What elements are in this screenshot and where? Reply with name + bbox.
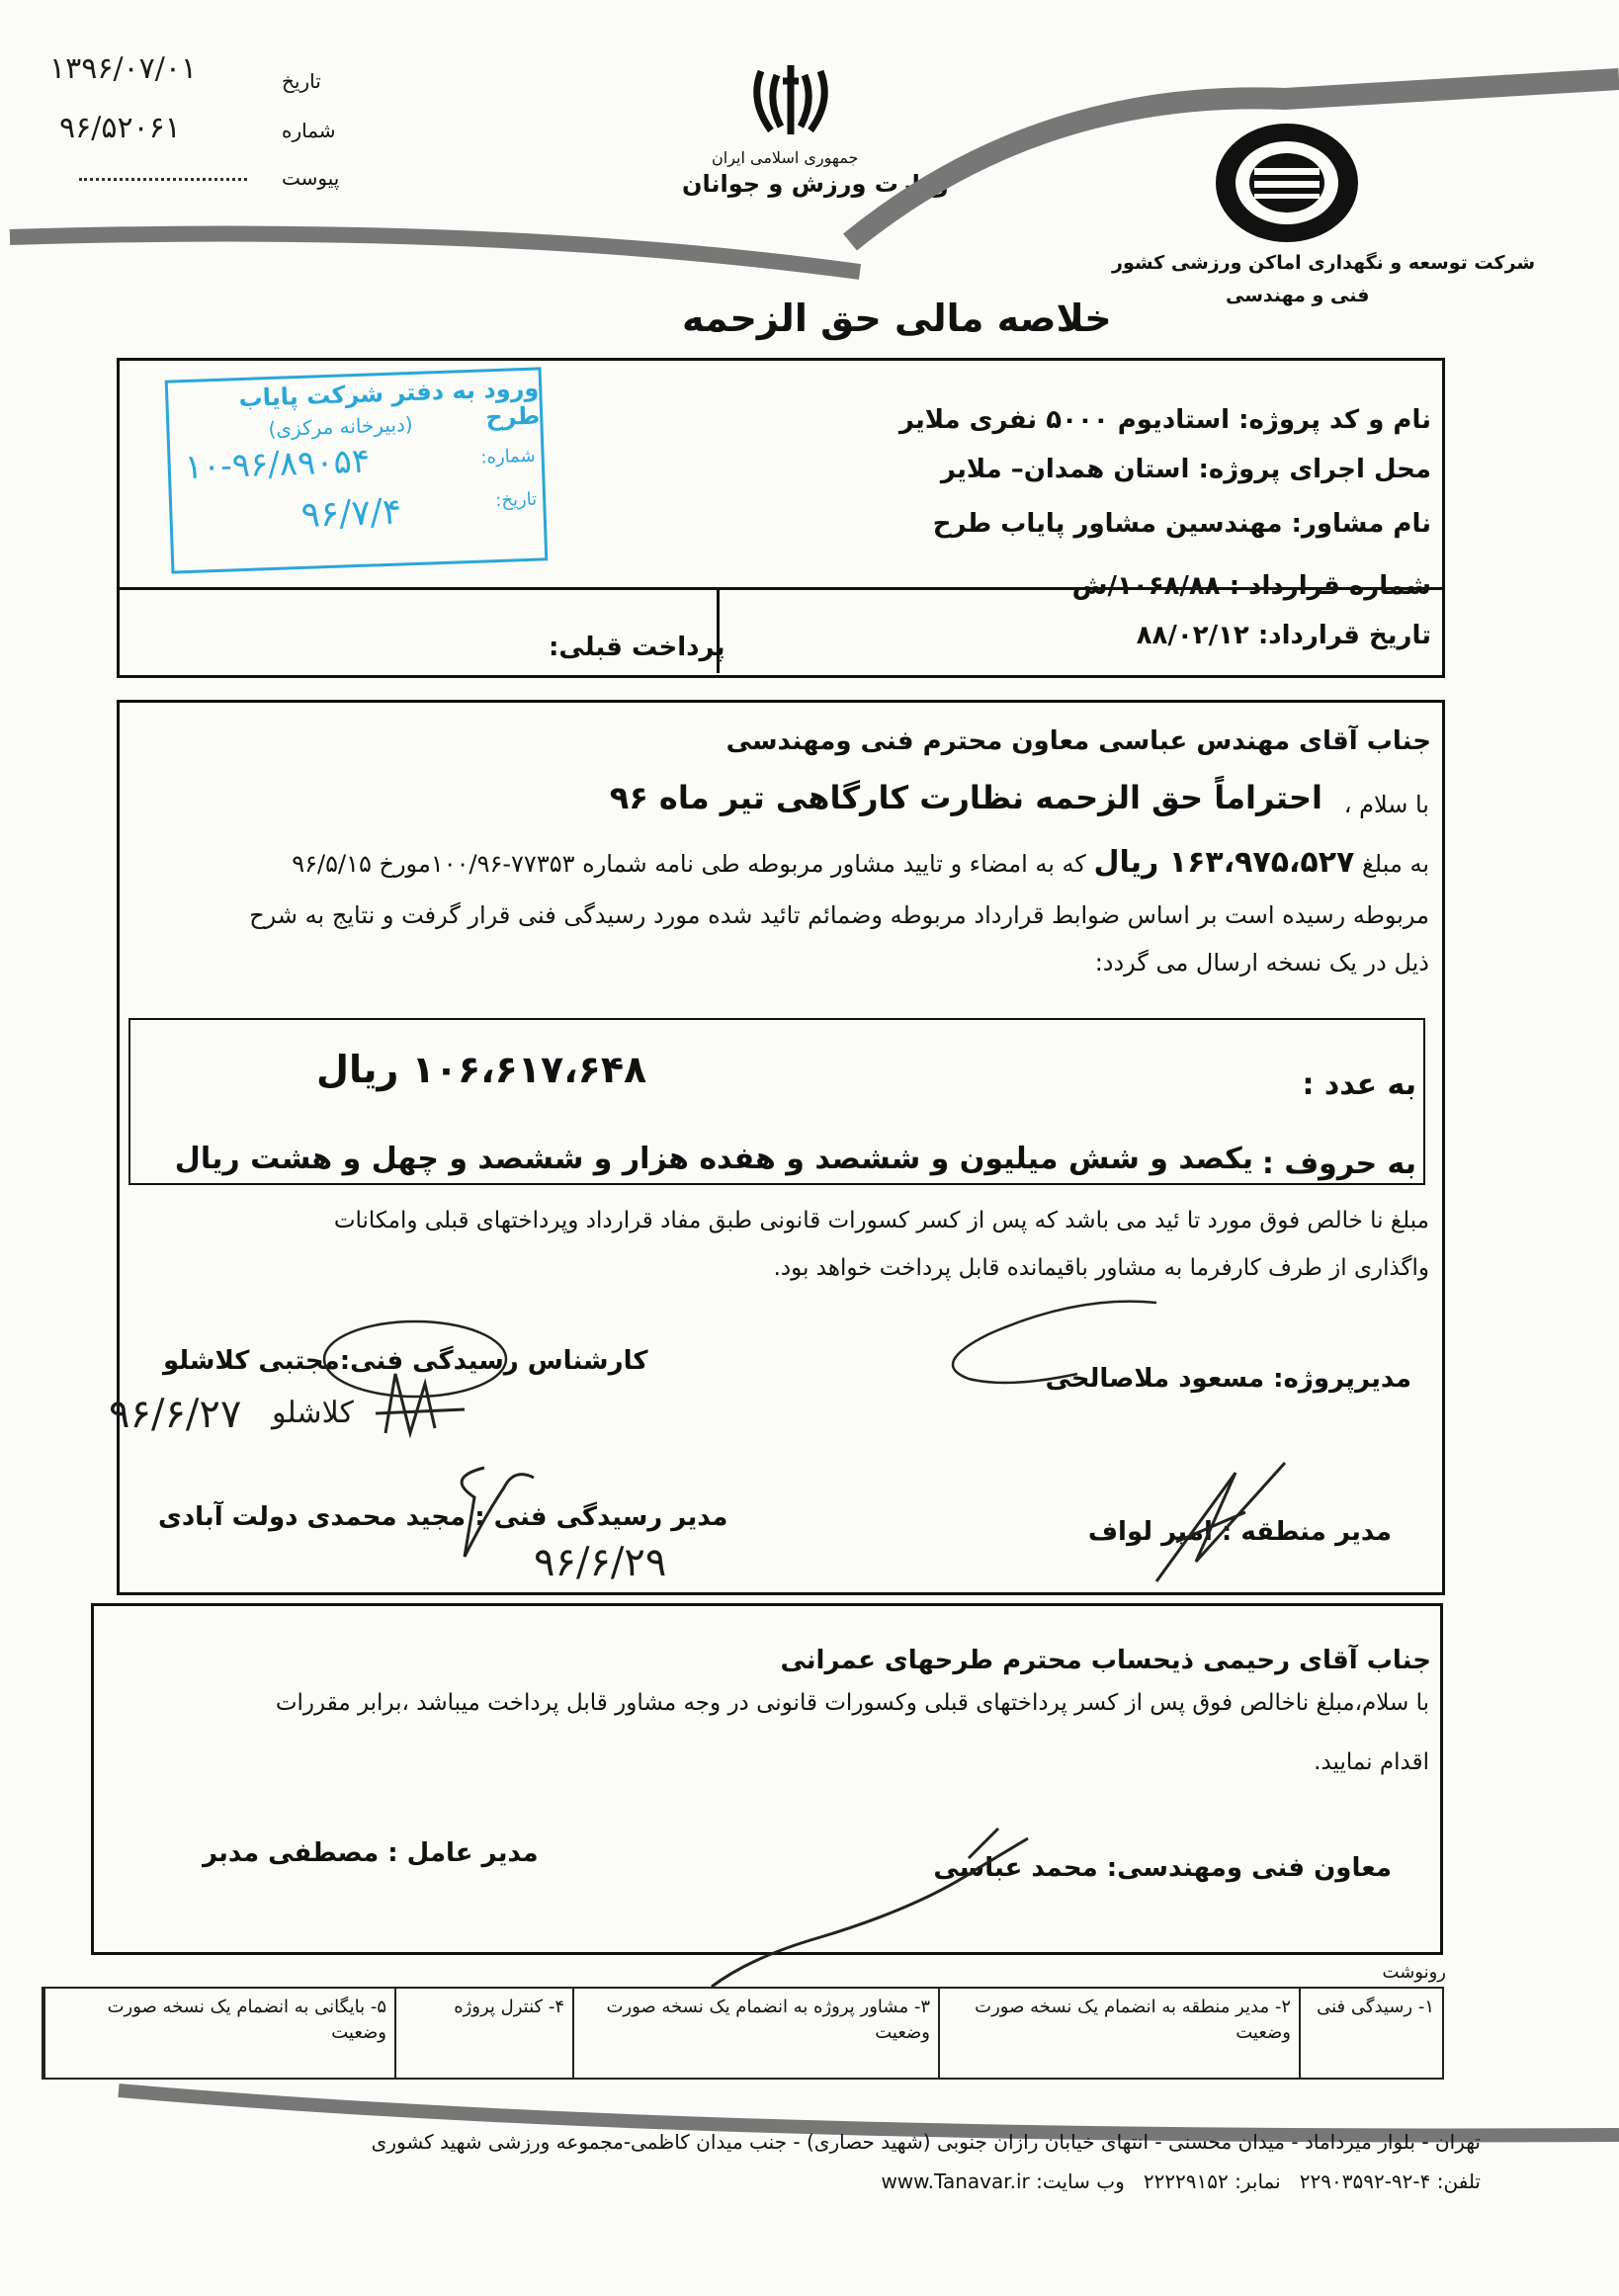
amount-words-value: یکصد و شش میلیون و ششصد و هفده هزار و ششصد و چهل و هشت ریال <box>174 1142 1253 1176</box>
project-location: محل اجرای پروژه: استان همدان– ملایر <box>940 455 1431 484</box>
cc-table <box>42 1987 1444 2080</box>
page-title: خلاصه مالی حق الزحمه <box>682 297 1112 340</box>
tech-reviewer-date: ۹۶/۶/۲۷ <box>109 1392 242 1437</box>
header-swoosh <box>0 59 1619 287</box>
regional-manager-signature <box>1137 1453 1305 1591</box>
letter-line2: مربوطه رسیده است بر اساس ضوابط قرارداد مربوطه وضمائم تائید شده مورد رسیدگی فنی قرار گرفت و نتایج به شرح <box>249 901 1429 929</box>
cc-cell-2: ۲- مدیر منطقه به انضمام یک نسخه صورت وضعیت <box>938 1989 1299 2078</box>
number-value: ۹۶/۵۲۰۶۱ <box>59 111 181 145</box>
project-manager: مدیرپروژه: مسعود ملاصالحی <box>1045 1364 1411 1394</box>
tech-reviewer-hand: کلاشلو <box>272 1396 354 1430</box>
amount-digits-label: به عدد : <box>1302 1067 1416 1102</box>
letter-subject: احتراماً حق الزحمه نظارت کارگاهی تیر ماه ۹۶ <box>609 779 1322 816</box>
cc-cell-5: ۵- بایگانی به انضمام یک نسخه صورت وضعیت <box>43 1989 394 2078</box>
receipt-stamp: ورود به دفتر شرکت پایاب طرح (دبیرخانه مرکزی) شماره: ۱۰-۹۶/۸۹۰۵۴ تاریخ: ۹۶/۷/۴ <box>165 367 549 573</box>
letter-addressee: جناب آقای مهندس عباسی معاون محترم فنی ومهندسی <box>725 726 1431 756</box>
letter-line3: ذیل در یک نسخه ارسال می گردد: <box>1094 949 1429 977</box>
date-label: تاریخ <box>282 69 321 93</box>
amount-digits-value: ۱۰۶،۶۱۷،۶۴۸ ریال <box>316 1048 647 1091</box>
cc-cell-1: ۱- رسیدگی فنی <box>1299 1989 1442 2078</box>
second-line2: اقدام نمایید. <box>1314 1749 1429 1775</box>
second-line1: با سلام،مبلغ ناخالص فوق پس از کسر پرداختهای قبلی وکسورات قانونی در وجه مشاور قابل پرداخت میباشد ،برابر مقررات <box>275 1690 1429 1716</box>
prev-payment-label: پرداخت قبلی: <box>549 633 725 662</box>
letter-greeting: با سلام ، <box>1343 791 1429 818</box>
footer-contact: تلفن: ۴-۹۲-۲۲۹۰۳۵۹۲ نمابر: ۲۲۲۲۹۱۵۲ وب سایت: www.Tanavar.ir <box>881 2169 1481 2193</box>
project-manager-signature <box>929 1295 1176 1394</box>
cc-cell-3: ۳- مشاور پروژه به انضمام یک نسخه صورت وضعیت <box>572 1989 938 2078</box>
company-line1: شرکت توسعه و نگهداری اماکن ورزشی کشور <box>1112 252 1536 274</box>
deputy-name: معاون فنی ومهندسی: محمد عباسی <box>933 1853 1392 1883</box>
cc-label: رونوشت <box>1382 1962 1446 1983</box>
review-manager-date: ۹۶/۶/۲۹ <box>534 1540 667 1585</box>
company-line2: فنی و مهندسی <box>1226 285 1370 306</box>
letter-line1: به مبلغ ۱۶۳،۹۷۵،۵۲۷ ریال که به امضاء و تایید مشاور مربوطه طی نامه شماره ۷۷۳۵۳-۱۰۰/۹۶مورخ ۹۶/۵/۱۵ <box>292 845 1429 880</box>
project-name: نام و کد پروژه: استادیوم ۵۰۰۰ نفری ملایر <box>898 405 1431 435</box>
cc-cell-4: ۴- کنترل پروژه <box>394 1989 572 2078</box>
review-manager-signature <box>425 1458 573 1567</box>
tech-reviewer: کارشناس رسیدگی فنی:مجتبی کلاشلو <box>163 1346 648 1376</box>
emblem-line1: جمهوری اسلامی ایران <box>712 148 859 167</box>
regional-manager: مدیر منطقه : امیر لواف <box>1087 1517 1392 1547</box>
note-line2: واگذاری از طرف کارفرما به مشاور باقیمانده قابل پرداخت خواهد بود. <box>773 1255 1429 1281</box>
review-manager: مدیر رسیدگی فنی : مجید محمدی دولت آبادی <box>158 1502 728 1532</box>
consultant-name: نام مشاور: مهندسین مشاور پایاب طرح <box>932 509 1431 539</box>
ceo-name: مدیر عامل : مصطفی مدبر <box>203 1838 539 1868</box>
attachment-label: پیوست <box>282 166 340 190</box>
contract-date: تاریخ قرارداد: ۸۸/۰۲/۱۲ <box>1136 621 1431 650</box>
deputy-signature <box>672 1819 1087 1997</box>
date-value: ۱۳۹۶/۰۷/۰۱ <box>49 51 198 86</box>
amount-words-label: به حروف : <box>1261 1147 1416 1181</box>
contract-number: شماره قرارداد : ۱۰۶۸/۸۸/ش <box>1071 571 1431 601</box>
number-label: شماره <box>282 119 336 142</box>
second-addressee: جناب آقای رحیمی ذیحساب محترم طرحهای عمرانی <box>780 1646 1431 1675</box>
note-line1: مبلغ نا خالص فوق مورد تا ئید می باشد که پس از کسر کسورات قانونی طبق مفاد قرارداد وپرداختهای قبلی وامکانات <box>333 1208 1429 1233</box>
emblem-line2: وزارت ورزش و جوانان <box>682 170 949 198</box>
footer-address: تهران - بلوار میرداماد - میدان محسنی - انتهای خیابان رازان جنوبی (شهید حصاری) - جنب میدان کاظمی-مجموعه ورزشی شهید کشوری <box>371 2130 1481 2154</box>
tech-reviewer-signature <box>316 1315 514 1453</box>
